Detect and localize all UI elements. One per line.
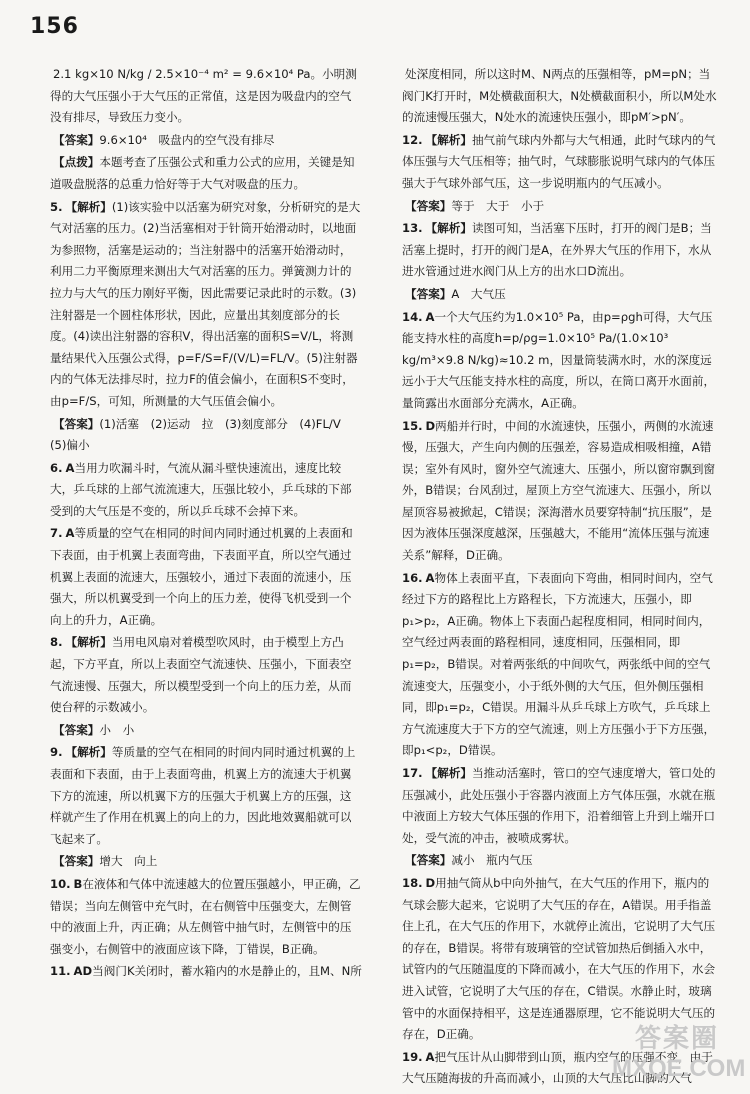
right-block: 13. 【解析】读图可知，当活塞下压时，打开的阀门是B；当活塞上提时，打开的阀门是A，在外界大气压的作用下，水从进水管通过进水阀门从上方的出水口D流出。 [402,221,712,279]
right-block: 16. A物体上表面平直，下表面向下弯曲，相同时间内，空气经过下方的路程比上方路程长，下方流速大，压强小，即p₁>p₂，A正确。物体上下表面凸起程度相同，相同时间内，空气经过两表面的路程相同，速度相同，压强相同，即p₁=p₂，B错误。对着两张纸的中间吹气，两张纸中间的空气流速变大，压强变小，小于纸外侧的大气压，但外侧压强相同，即p₁=p₂，C错误。用漏斗从乒乓球上方吹气，乒乓球上方气流速度大于下方的空气流速，则上方压强小于下方压强，即p₁<p₂，D错误。 [402,570,716,758]
left-block: 【答案】增大 向上 [53,854,158,869]
left-block: 【点拨】本题考查了压强公式和重力公式的应用，关键是知道吸盘脱落的总重力恰好等于大气对吸盘的压力。 [50,155,355,191]
right-block: 【答案】等于 大于 小于 [405,198,545,213]
left-block: 9. 【解析】等质量的空气在相同的时间内同时通过机翼的上表面和下表面，由于上表面弯曲，机翼上方的流速大于机翼下方的流速，所以机翼下方的压强大于机翼上方的压强，这样就产生了作用在机翼上的向上的力，因此地效翼船就可以飞起来了。 [50,745,356,846]
left-block: 11. AD当阀门K关闭时，蓄水箱内的水是静止的，且M、N所 [50,964,362,979]
right-column [402,64,718,1091]
left-block: 8. 【解析】当用电风扇对着模型吹风时，由于模型上方凸起，下方平直，所以上表面空气流速快、压强小，下面表空气流速慢、压强大，所以模型受到一个向上的压力差，从而使台秤的示数减小。 [50,635,352,715]
watermark-logo [612,1024,746,1088]
left-block: 【答案】9.6×10⁴ 吸盘内的空气没有排尽 [53,132,275,147]
left-block: 10. B在液体和气体中流速越大的位置压强越小，甲正确，乙错误；当向左侧管中充气时，在右侧管中压强变大，左侧管中的液面上升，丙正确；从左侧管中抽气时，左侧管中的压强变小，右侧管中的液面应该下降，丁错误，B正确。 [50,876,361,956]
right-block: 12. 【解析】抽气前气球内外都与大气相通，此时气球内的气体压强与大气压相等；抽气时，气球膨胀说明气球内的气体压强大于气球外部气压，这一步说明瓶内的气压减小。 [402,132,716,190]
right-block: 15. D两船并行时，中间的水流速快，压强小，两侧的水流速慢，压强大，产生向内侧的压强差，容易造成相吸相撞，A错误；室外有风时，窗外空气流速大、压强小，所以窗帘飘到窗外，B错误；台风刮过，屋顶上方空气流速大、压强小，所以屋顶容易被掀起，C错误；深海潜水员要穿特制“抗压服”，是因为液体压强深度越深，压强越大，不能用“流体压强与流速关系”解释，D正确。 [402,418,716,563]
left-block: 【答案】小 小 [53,722,135,737]
watermark-bottom: MXQE.COM [612,1055,746,1082]
watermark-top: 答案圈 [634,1024,719,1054]
right-block: 14. A一个大气压约为1.0×10⁵ Pa，由p=ρgh可得，大气压能支持水柱的高度h=p/ρg=1.0×10⁵ Pa/(1.0×10³ kg/m³×9.8 N/kg)≈10.2 m，因量筒装满水时，水的深度远远小于大气压能支持水柱的高度，所以，在筒口离开水面前，量筒露出水面部分充满水，A正确。 [402,309,716,410]
page-number: 156 [30,14,79,39]
right-block: 17. 【解析】当推动活塞时，管口的空气速度增大，管口处的压强减小，此处压强小于容器内液面上方气体压强，水就在瓶中液面上方较大气体压强的作用下，沿着细管上升到上端开口处，受气流的冲击，被喷成雾状。 [402,766,716,845]
right-block: 18. D用抽气筒从b中向外抽气，在大气压的作用下，瓶内的气球会膨大起来，它说明了大气压的存在，A错误。用手指盖住上孔，在大气压的作用下，水就停止流出，它说明了大气压的存在，B错误。将带有玻璃管的空试管加热后倒插入水中，试管内的气压随温度的下降而减小，在大气压的作用下，水会进入试管，它说明了大气压的存在，C错误。水静止时，玻璃管中的水面保持相平，这是连通器原理，它不能说明大气压的存在，D正确。 [402,875,716,1042]
left-block: 2.1 kg×10 N/kg / 2.5×10⁻⁴ m² = 9.6×10⁴ Pa。小明测得的大气压强小于大气压的正常值，这是因为吸盘内的空气没有排尽，导致压力变小。 [50,67,357,125]
right-block: 19. A把气压计从山脚带到山顶，瓶内空气的压强不变，由于大气压随海拔的升高而减小，山顶的大气压比山脚的大气 [402,1049,713,1086]
right-block: 【答案】A 大气压 [405,286,506,301]
right-block: 处深度相同，所以这时M、N两点的压强相等，pM=pN；当阀门K打开时，M处横截面积大，N处横截面积小，所以M处水的流速慢压强大，N处水的流速快压强小，即pM′>pN′。 [402,67,717,125]
left-column [50,64,362,984]
left-block: 【答案】(1)活塞 (2)运动 拉 (3)刻度部分 (4)FL/V (5)偏小 [50,416,353,453]
left-block: 7. A等质量的空气在相同的时间内同时通过机翼的上表面和下表面，由于机翼上表面弯曲，下表面平直，所以空气通过机翼上表面的流速大，压强较小，通过下表面的流速小，压强大，所以机翼受到一个向上的压力差，使得飞机受到一个向上的升力，A正确。 [50,526,353,627]
right-block: 【答案】减小 瓶内气压 [405,853,533,868]
left-block: 6. A当用力吹漏斗时，气流从漏斗壁快速流出，速度比较大，乒乓球的上部气流流速大，压强比较小，乒乓球的下部受到的大气压是不变的，所以乒乓球不会掉下来。 [50,460,352,518]
left-block: 5. 【解析】(1)该实验中以活塞为研究对象，分析研究的是大气对活塞的压力。(2)当活塞相对于针筒开始滑动时，以地面为参照物，活塞是运动的；当注射器中的活塞开始滑动时，利用二力平衡原理来测出大气对活塞的压力。弹簧测力计的拉力与大气的压力刚好平衡，因此需要记录此时的示数。(3)注射器是一个圆柱体形状，因此，应量出其刻度部分的长度。(4)读出注射器的容积V，得出活塞的面积S=V/L，将测量结果代入压强公式得，p=F/S=F/(V/L)=FL/V。(5)注射器内的气体无法排尽时，拉力F的值会偏小，在面积S不变时，由p=F/S，可知，所测量的大气压值会偏小。 [50,199,361,408]
